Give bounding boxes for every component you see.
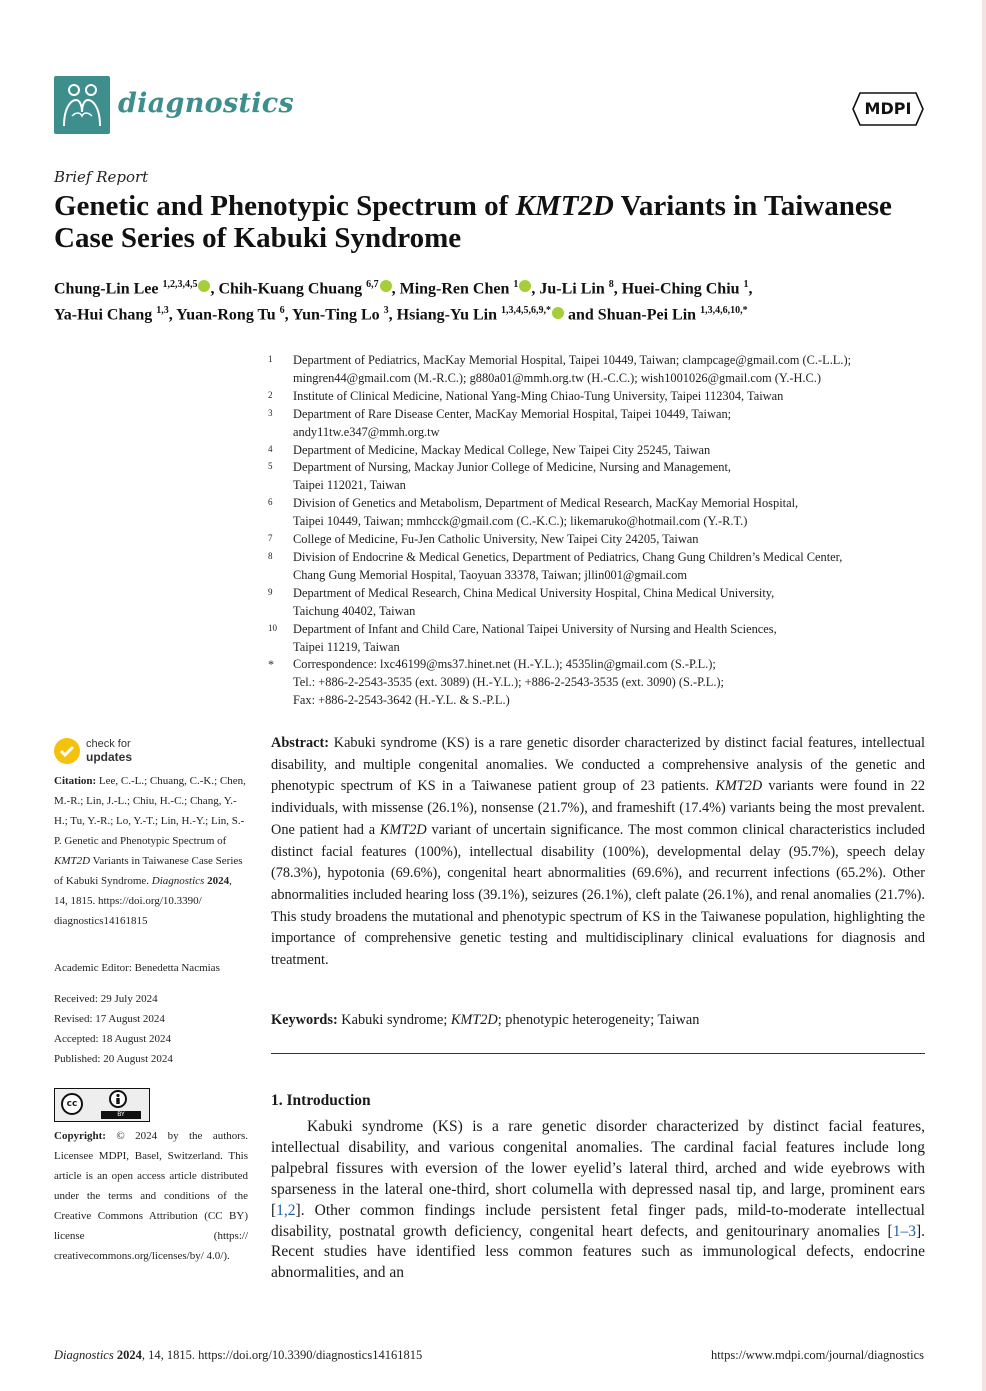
diagnostics-journal-logo-icon: [54, 76, 110, 134]
attribution-person-icon: [109, 1090, 127, 1108]
author-separator: ,: [748, 280, 753, 298]
cc-icon: cc: [61, 1093, 83, 1115]
affiliation-number: 4: [268, 443, 273, 454]
copyright-label: Copyright:: [54, 1130, 106, 1142]
author-affiliation-sup: 1: [513, 279, 519, 290]
author-affiliation-sup: 1,3,4,5,6,9,*: [501, 305, 551, 317]
author-name: Chung-Lin Lee: [54, 280, 159, 298]
affiliation-line: Fax: +886-2-2543-3642 (H.-Y.L. & S.-P.L.): [293, 693, 510, 708]
author-separator: ,: [284, 306, 293, 324]
check-updates-line1: check for: [86, 738, 131, 750]
abstract-text1: Kabuki syndrome (KS) is a rare genetic disorder characterized by distinct facial features, intellectual disability, and multiple congenital anomalies. We conducted a comprehensive analysis of the genetic and phenotypic spectrum of KS in a Taiwanese patient group of 23 patients.: [271, 735, 925, 795]
affiliation-line: Taipei 10449, Taiwan; mmhcck@gmail.com (C.-K.C.); likemaruko@hotmail.com (Y.-R.T.): [293, 514, 748, 529]
intro-text3: ]. Recent studies have identified less common features such as immunological defects, endocrine abnormalities, and an: [271, 1222, 925, 1282]
article-type: Brief Report: [54, 168, 149, 186]
author-name: Shuan-Pei Lin: [597, 306, 697, 324]
page-edge: [982, 0, 986, 1391]
abstract-text3: variant of uncertain significance. The most common clinical characteristics included distinct facial features (100%), intellectual disability (100%), developmental delay (95.7%), speech delay (78.3%), hypotonia (69.6%), congenital heart abnormalities (69.6%), and recurrent infections (65.2%). Other abnormalities included hearing loss (39.1%), seizures (26.1%), cleft palate (26.1%), and renal anomalies (21.7%). This study broadens the mutational and phenotypic spectrum of KS in the Taiwanese population, highlighting the importance of comprehensive genetic testing and multidisciplinary clinical evaluations for diagnosis and treatment.: [271, 821, 925, 969]
affiliation-item: [268, 531, 928, 549]
affiliation-line: Department of Rare Disease Center, MacKay Memorial Hospital, Taipei 10449, Taiwan;: [293, 406, 732, 421]
affiliation-line: Department of Medicine, Mackay Medical College, New Taipei City 25245, Taiwan: [293, 442, 711, 457]
affiliation-line: College of Medicine, Fu-Jen Catholic University, New Taipei City 24205, Taiwan: [293, 532, 699, 547]
citation-label: Citation:: [54, 775, 97, 787]
mdpi-logo-text: MDPI: [864, 99, 912, 118]
date-revised: Revised: 17 August 2024: [54, 1013, 165, 1025]
author-separator: ,: [613, 280, 622, 298]
affiliation-text: [293, 495, 928, 531]
check-for-updates-button[interactable]: [54, 738, 244, 766]
citation-text2: Variants in Taiwanese Case Series of Kabuki Syndrome.: [54, 855, 243, 887]
title-gene: KMT2D: [515, 190, 614, 222]
author-affiliation-sup: 1,3: [156, 305, 169, 317]
orcid-icon[interactable]: [198, 280, 210, 292]
author-separator: ,: [391, 280, 400, 298]
footer-rest: , 14, 1815. https://doi.org/10.3390/diagnostics14161815: [141, 1348, 423, 1362]
author-affiliation-sup: 1,2,3,4,5: [162, 279, 198, 290]
abstract-text2: variants were found in 22 individuals, with missense (26.1%), nonsense (21.7%), and frameshift (17.4%) variants being the most prevalent. One patient had a: [271, 778, 925, 838]
date-received: Received: 29 July 2024: [54, 993, 158, 1005]
affiliation-line: Division of Endocrine & Medical Genetics, Department of Pediatrics, Chang Gung Children’s Medical Center,: [293, 549, 843, 564]
affiliation-text: [293, 656, 928, 710]
affiliation-line: Correspondence: lxc46199@ms37.hinet.net (H.-Y.L.); 4535lin@gmail.com (S.-P.L.);: [293, 657, 716, 672]
citation-year: 2024: [204, 875, 230, 887]
citation-text3: , 14, 1815. https://doi.org/10.3390/ diagnostics14161815: [54, 875, 232, 927]
reference-link[interactable]: 1,2: [276, 1201, 296, 1219]
citation-journal: Diagnostics: [151, 875, 205, 887]
affiliation-number: 6: [268, 497, 273, 508]
affiliation-number: 7: [268, 533, 273, 544]
keywords: [271, 1010, 925, 1031]
affiliation-text: [293, 531, 928, 549]
author-affiliation-sup: 8: [608, 279, 614, 290]
affiliation-text: [293, 621, 928, 657]
section-divider: [271, 1053, 925, 1054]
affiliation-item: [268, 459, 928, 495]
author-affiliation-sup: 1,3,4,6,10,*: [700, 305, 748, 317]
orcid-icon[interactable]: [380, 280, 392, 292]
affiliation-number: 8: [268, 550, 273, 561]
abstract: [271, 733, 925, 972]
affiliation-line: Taipei 11219, Taiwan: [293, 639, 400, 654]
affiliation-number: 9: [268, 586, 273, 597]
affiliation-number: *: [268, 657, 274, 672]
affiliation-text: [293, 388, 928, 406]
affiliation-text: [293, 352, 928, 388]
affiliation-number: 1: [268, 354, 273, 364]
keywords-gene: KMT2D: [450, 1012, 498, 1028]
author-separator: ,: [531, 280, 540, 298]
keywords-text1: Kabuki syndrome;: [337, 1012, 451, 1028]
abstract-gene2: KMT2D: [379, 821, 427, 838]
author-name: Huei-Ching Chiu: [621, 280, 740, 298]
author-name: Ju-Li Lin: [539, 280, 605, 298]
author-separator: ,: [210, 280, 219, 298]
article-title: [54, 190, 934, 254]
check-updates-icon: [54, 738, 80, 764]
author-name: Yuan-Rong Tu: [176, 306, 276, 324]
footer-citation: [54, 1348, 422, 1363]
affiliation-text: [293, 406, 928, 442]
keywords-text2: ; phenotypic heterogeneity; Taiwan: [497, 1012, 700, 1028]
author-affiliation-sup: 6: [279, 305, 285, 317]
intro-text1: Kabuki syndrome (KS) is a rare genetic disorder characterized by distinct facial features, intellectual disability, and various congenital anomalies. The cardinal facial features include long palpebral fissures with eversion of the lower eyelid’s lateral third, arched and wide eyebrows with sparseness in the lateral one-third, short columella with depressed nasal tip, and large, prominent ears [: [271, 1118, 925, 1219]
affiliation-item: [268, 549, 928, 585]
cc-by-label: BY: [101, 1111, 141, 1119]
author-separator: ,: [388, 306, 397, 324]
affiliation-line: Taichung 40402, Taiwan: [293, 603, 416, 618]
keywords-label: Keywords:: [271, 1012, 338, 1028]
affiliation-line: mingren44@gmail.com (M.-R.C.); g880a01@mmh.org.tw (H.-C.C.); wish1001026@gmail.com (Y.-H.C.): [293, 370, 821, 385]
affiliation-line: Department of Pediatrics, MacKay Memorial Hospital, Taipei 10449, Taiwan; clampcage@gmail.com (C.-L.L.);: [293, 353, 852, 367]
orcid-icon[interactable]: [552, 307, 564, 319]
journal-name: diagnostics: [118, 88, 295, 119]
academic-editor: Academic Editor: Benedetta Nacmias: [54, 962, 220, 974]
affiliation-number: 10: [268, 622, 277, 633]
introduction-heading: 1. Introduction: [271, 1092, 371, 1109]
introduction-paragraph: [271, 1117, 925, 1284]
cc-by-license-badge[interactable]: [54, 1088, 150, 1122]
affiliation-line: andy11tw.e347@mmh.org.tw: [293, 424, 440, 439]
copyright-text: © 2024 by the authors. Licensee MDPI, Basel, Switzerland. This article is an open access article distributed under the terms and conditions of the Creative Commons Attribution (CC BY) license (https:// creativecommons.org/licenses/by/ 4.0/).: [54, 1130, 248, 1262]
affiliation-item: [268, 621, 928, 657]
author-affiliation-sup: 3: [383, 305, 389, 317]
footer-year: 2024: [113, 1348, 142, 1362]
affiliation-line: Department of Infant and Child Care, National Taipei University of Nursing and Health Sciences,: [293, 621, 777, 636]
check-updates-line2: updates: [86, 750, 133, 764]
date-published: Published: 20 August 2024: [54, 1053, 173, 1065]
author-affiliation-sup: 1: [743, 279, 749, 290]
affiliation-text: [293, 459, 928, 495]
dates-block: [54, 989, 246, 1069]
affiliation-number: 5: [268, 461, 273, 472]
citation-text1: Lee, C.-L.; Chuang, C.-K.; Chen, M.-R.; Lin, J.-L.; Chiu, H.-C.; Chang, Y.-H.; Tu, Y.-R.; Lo, Y.-T.; Lin, H.-Y.; Lin, S.-P. Genetic and Phenotypic Spectrum of: [54, 775, 246, 847]
orcid-icon[interactable]: [519, 280, 531, 292]
affiliation-line: Chang Gung Memorial Hospital, Taoyuan 33378, Taiwan; jllin001@gmail.com: [293, 567, 687, 582]
title-part1: Genetic and Phenotypic Spectrum of: [54, 190, 516, 222]
author-list: [54, 274, 934, 327]
abstract-label: Abstract:: [271, 735, 329, 751]
citation-block: [54, 771, 246, 931]
author-affiliation-sup: 6,7: [366, 279, 379, 290]
author-name: Chih-Kuang Chuang: [218, 280, 363, 298]
affiliation-number: 2: [268, 389, 273, 400]
affiliation-line: Taipei 112021, Taiwan: [293, 478, 406, 493]
citation-gene: KMT2D: [54, 855, 91, 867]
affiliation-item: [268, 352, 928, 388]
copyright-block: [54, 1126, 248, 1266]
affiliations: [268, 352, 928, 710]
affiliation-line: Department of Medical Research, China Medical University Hospital, China Medical University,: [293, 585, 775, 600]
footer-journal-url[interactable]: https://www.mdpi.com/journal/diagnostics: [710, 1348, 924, 1362]
author-separator: and: [564, 306, 598, 324]
affiliation-text: [293, 549, 928, 585]
title-part2: Variants in Taiwanese Case Series of Kabuki Syndrome: [54, 190, 892, 254]
footer-journal: Diagnostics: [54, 1348, 114, 1362]
affiliation-item: [268, 388, 928, 406]
affiliation-number: 3: [268, 407, 273, 418]
affiliation-line: Department of Nursing, Mackay Junior College of Medicine, Nursing and Management,: [293, 460, 732, 475]
reference-link[interactable]: 1–3: [892, 1222, 916, 1240]
author-name: Hsiang-Yu Lin: [396, 306, 497, 324]
author-name: Ming-Ren Chen: [399, 280, 510, 298]
affiliation-item: [268, 585, 928, 621]
affiliation-line: Tel.: +886-2-2543-3535 (ext. 3089) (H.-Y.L.); +886-2-2543-3535 (ext. 3090) (S.-P.L.);: [293, 675, 724, 690]
author-separator: ,: [168, 306, 177, 324]
affiliation-item: [268, 406, 928, 442]
intro-text2: ]. Other common findings include persistent fetal finger pads, mild-to-moderate intellectual disability, postnatal growth deficiency, congenital heart defects, and genitourinary anomalies [: [271, 1201, 925, 1240]
affiliation-line: Division of Genetics and Metabolism, Department of Medical Research, MacKay Memorial Hospital,: [293, 496, 799, 511]
author-name: Ya-Hui Chang: [54, 306, 153, 324]
abstract-gene1: KMT2D: [715, 778, 763, 795]
affiliation-item: [268, 495, 928, 531]
affiliation-item: [268, 656, 928, 710]
mdpi-logo: [852, 92, 924, 126]
date-accepted: Accepted: 18 August 2024: [54, 1033, 172, 1045]
author-name: Yun-Ting Lo: [292, 306, 380, 324]
affiliation-text: [293, 442, 928, 460]
affiliation-item: [268, 442, 928, 460]
affiliation-text: [293, 585, 928, 621]
affiliation-line: Institute of Clinical Medicine, National Yang-Ming Chiao-Tung University, Taipei 112304, Taiwan: [293, 388, 784, 403]
